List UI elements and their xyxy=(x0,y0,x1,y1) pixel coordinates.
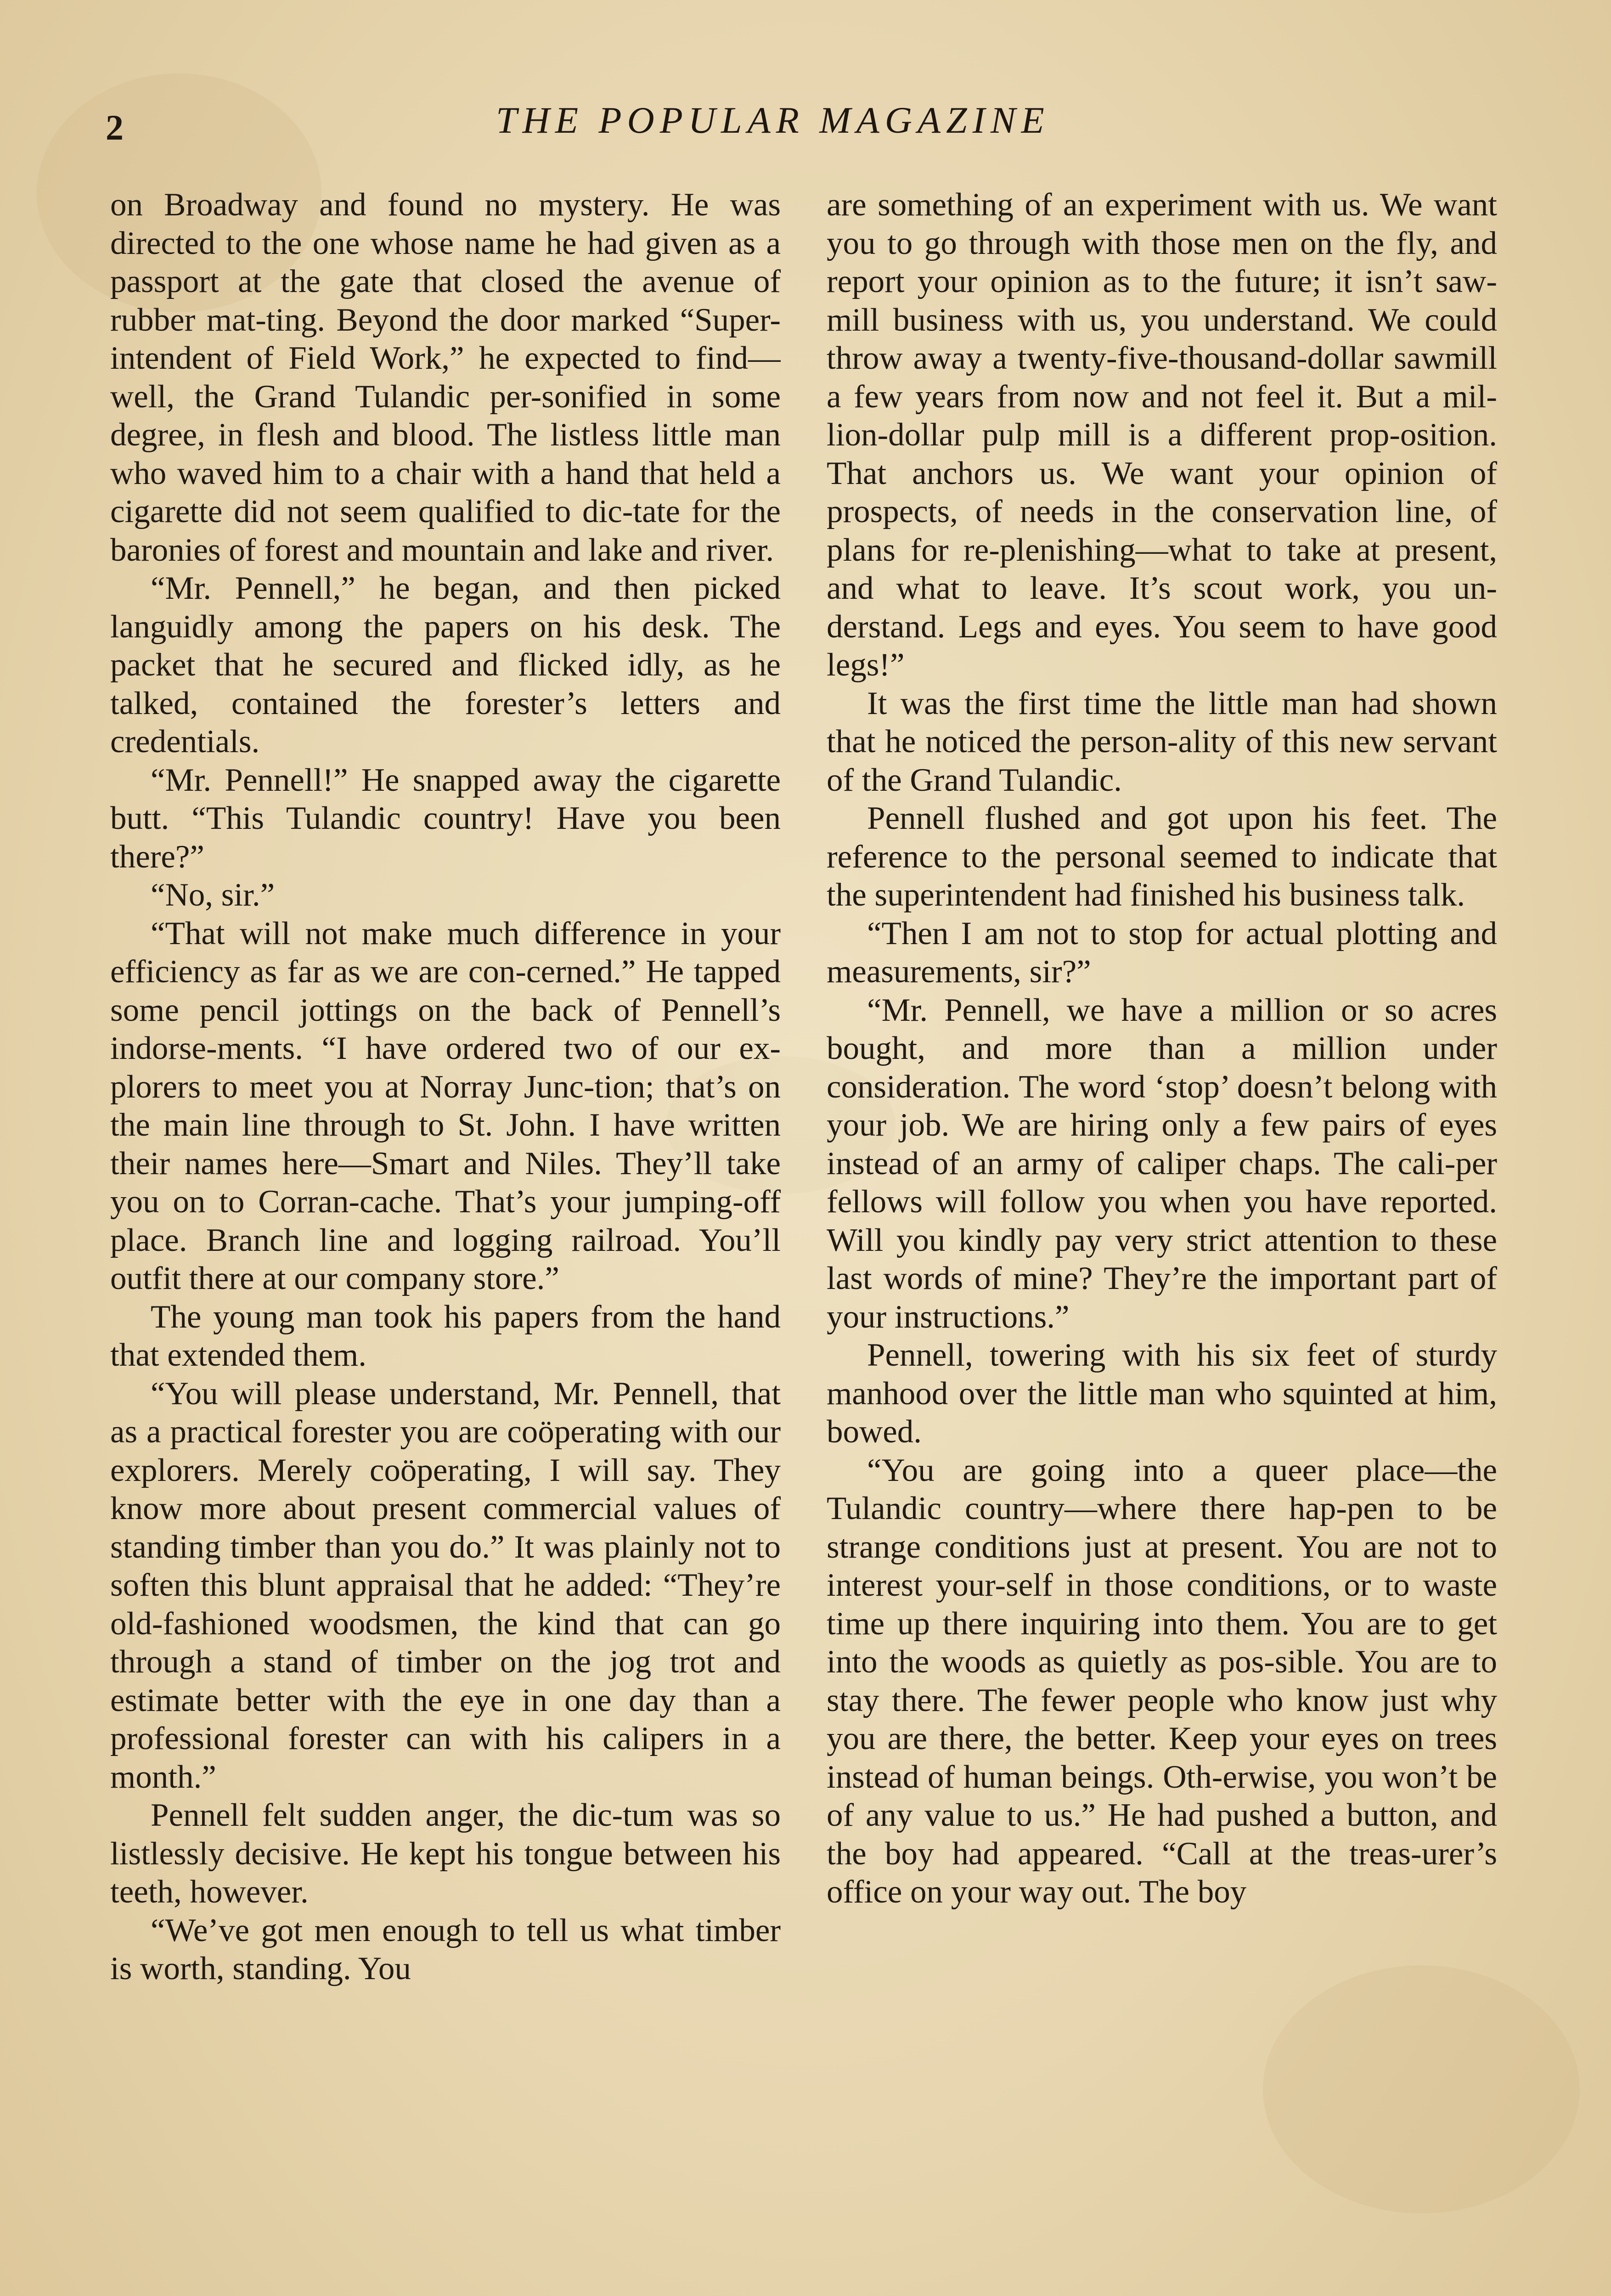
left-text-column xyxy=(110,186,781,2296)
right-paragraph-7: “You are going into a queer place—the Tulandic country—where there hap-pen to be strange conditions just at present. You are not to interest your-self in those conditions, or to waste time up there inquiring into them. You are to get into the woods as quietly as pos-sible. You are to stay there. The fewer people who know just why you are there, the better. Keep your eyes on trees instead of human beings. Oth-erwise, you won’t be of any value to us.” He had pushed a button, and the boy had appeared. “Call at the treas-urer’s office on your way out. The boy xyxy=(827,1452,1497,1910)
magazine-title: THE POPULAR MAGAZINE xyxy=(496,99,1050,141)
left-paragraph-3: “Mr. Pennell!” He snapped away the cigarette butt. “This Tulandic country! Have you been there?” xyxy=(110,762,781,875)
left-paragraph-2: “Mr. Pennell,” he began, and then picked languidly among the papers on his desk. The packet that he secured and flicked idly, as he talked, contained the forester’s letters and credentials. xyxy=(110,570,781,760)
page-number: 2 xyxy=(106,107,124,147)
left-paragraph-5: “That will not make much difference in your efficiency as far as we are con-cerned.” He tapped some pencil jottings on the back of Pennell’s indorse-ments. “I have ordered two of our ex-plorers to meet you at Norray Junc-tion; that’s on the main line through to St. John. I have written their names here—Smart and Niles. They’ll take you on to Corran-cache. That’s your jumping-off place. Branch line and logging railroad. You’ll outfit there at our company store.” xyxy=(110,915,781,1296)
right-paragraph-1: are something of an experiment with us. We want you to go through with those men on the fly, and report your opinion as to the future; it isn’t saw-mill business with us, you understand. We could throw away a twenty-five-thousand-dollar sawmill a few years from now and not feel it. But a mil-lion-dollar pulp mill is a different prop-osition. That anchors us. We want your opinion of prospects, of needs in the conservation line, of plans for re-plenishing—what to take at present, and what to leave. It’s scout work, you un-derstand. Legs and eyes. You seem to have good legs!” xyxy=(827,187,1497,683)
right-paragraph-4: “Then I am not to stop for actual plotting and measurements, sir?” xyxy=(827,915,1497,990)
right-text-column xyxy=(827,186,1497,2296)
left-paragraph-8: Pennell felt sudden anger, the dic-tum was so listlessly decisive. He kept his tongue between his teeth, however. xyxy=(110,1797,781,1910)
left-paragraph-4: “No, sir.” xyxy=(151,877,275,913)
right-paragraph-5: “Mr. Pennell, we have a million or so acres bought, and more than a million under consideration. The word ‘stop’ doesn’t belong with your job. We are hiring only a few pairs of eyes instead of an army of caliper chaps. The cali-per fellows will follow you when you have reported. Will you kindly pay very strict attention to these last words of mine? They’re the important part of your instructions.” xyxy=(827,992,1497,1335)
left-paragraph-9: “We’ve got men enough to tell us what timber is worth, standing. You xyxy=(110,1912,781,1986)
page-header xyxy=(106,99,1506,163)
article-columns xyxy=(110,186,1497,2296)
right-paragraph-6: Pennell, towering with his six feet of sturdy manhood over the little man who squinted at him, bowed. xyxy=(827,1337,1497,1450)
left-paragraph-1: on Broadway and found no mystery. He was directed to the one whose name he had given as a passport at the gate that closed the avenue of rubber mat-ting. Beyond the door marked “Super-intendent of Field Work,” he expected to find—well, the Grand Tulandic per-sonified in some degree, in flesh and blood. The listless little man who waved him to a chair with a hand that held a cigarette did not seem qualified to dic-tate for the baronies of forest and mountain and lake and river. xyxy=(110,187,781,568)
left-paragraph-6: The young man took his papers from the hand that extended them. xyxy=(110,1299,781,1373)
left-paragraph-7: “You will please understand, Mr. Pennell, that as a practical forester you are coöperating with our explorers. Merely coöperating, I will say. They know more about present commercial values of standing timber than you do.” It was plainly not to soften this blunt appraisal that he added: “They’re old-fashioned woodsmen, the kind that can go through a stand of timber on the jog trot and estimate better with the eye in one day than a professional forester can with his calipers in a month.” xyxy=(110,1375,781,1795)
right-paragraph-2: It was the first time the little man had shown that he noticed the person-ality of this new servant of the Grand Tulandic. xyxy=(827,685,1497,798)
right-paragraph-3: Pennell flushed and got upon his feet. The reference to the personal seemed to indicate that the superintendent had finished his business talk. xyxy=(827,800,1497,913)
